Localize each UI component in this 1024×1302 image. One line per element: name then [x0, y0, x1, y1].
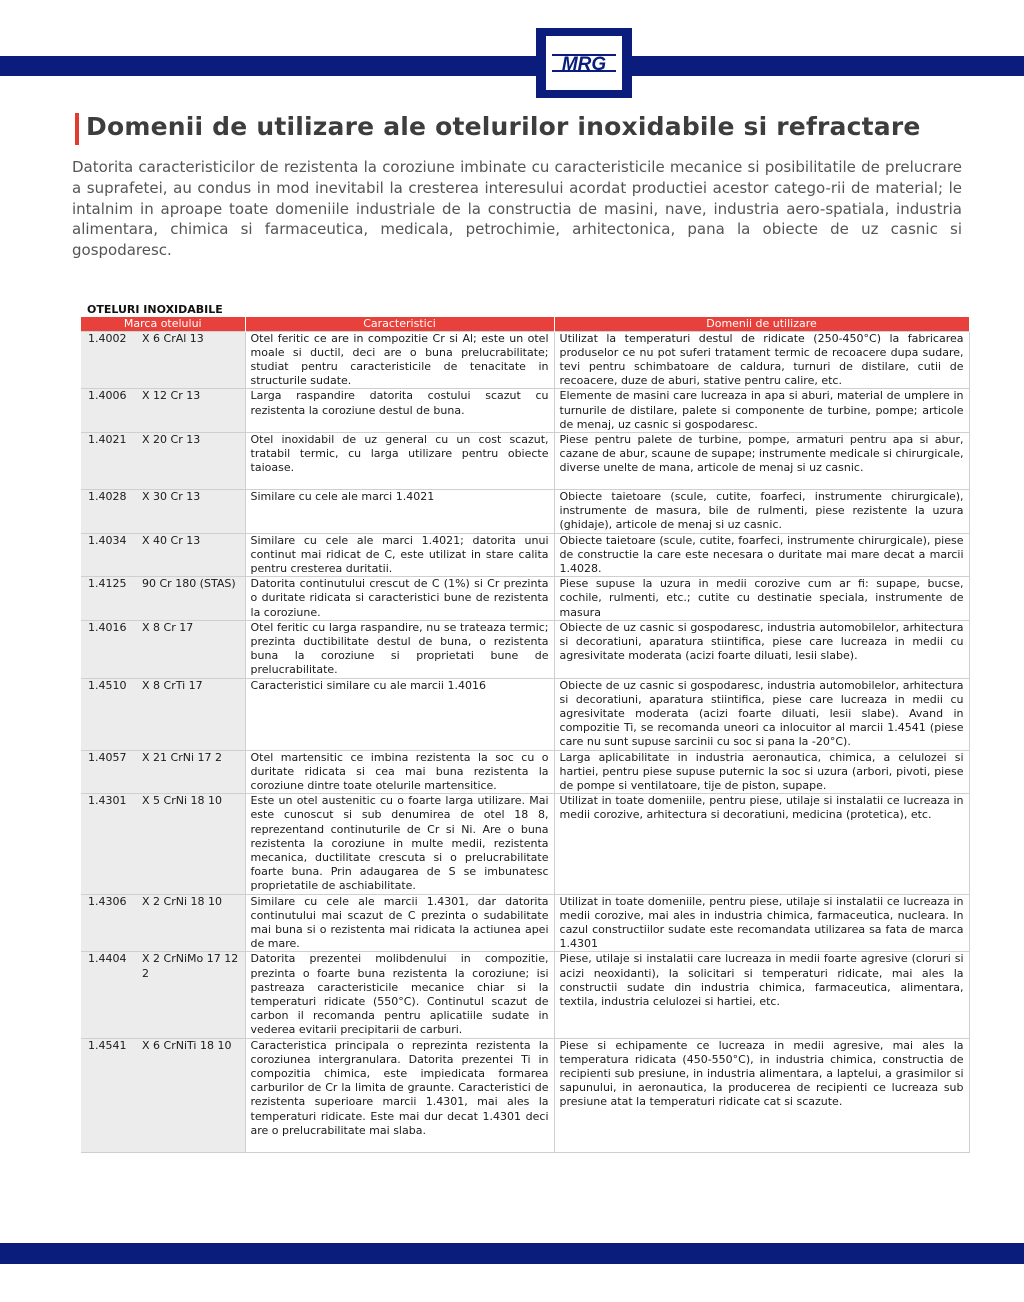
uses-cell: Obiecte de uz casnic si gospodaresc, industria automobilelor, arhitectura si decoratiuni, aparatura stiintifica, piese care lucreaza in medii cu agresivitate moderata (acizi foarte diluati, lesii slabe). — [554, 620, 969, 678]
code-cell: 1.4002 — [81, 331, 136, 389]
grade-cell: X 2 CrNiMo 17 12 2 — [136, 952, 245, 1038]
table-row — [81, 894, 969, 952]
title-accent-bar — [75, 113, 79, 145]
characteristics-cell: Otel feritic ce are in compozitie Cr si Al; este un otel moale si ductil, deci are o buna prelucrabilitate; studiat pentru caracteristicile de tenacitate in structurile sudate. — [245, 331, 554, 389]
characteristics-cell: Otel inoxidabil de uz general cu un cost scazut, tratabil termic, cu larga utilizare pentru obiecte taioase. — [245, 432, 554, 489]
code-cell: 1.4306 — [81, 894, 136, 952]
characteristics-cell: Este un otel austenitic cu o foarte larga utilizare. Mai este cunoscut si sub denumirea de otel 18 8, reprezentand continuturile de Cr si Ni. Are o buna rezistenta la coroziune in multe medii, rezistenta mecanica, ductilitate crescuta si o prelucrabilitate foarte buna. Prin adaugarea de S se imbunatesc proprietatile de aschiabilitate. — [245, 794, 554, 894]
grade-cell: X 2 CrNi 18 10 — [136, 894, 245, 952]
uses-cell: Larga aplicabilitate in industria aeronautica, chimica, a celulozei si hartiei, pentru piese supuse puternic la soc si uzura (arbori, pivoti, piese de pompe si ventilatoare, tije de piston, supape. — [554, 750, 969, 794]
table-row — [81, 533, 969, 577]
table-row — [81, 620, 969, 678]
grade-cell: X 6 CrNiTi 18 10 — [136, 1038, 245, 1152]
code-cell: 1.4034 — [81, 533, 136, 577]
code-cell: 1.4404 — [81, 952, 136, 1038]
table-row — [81, 794, 969, 894]
company-logo — [536, 28, 632, 98]
code-cell: 1.4016 — [81, 620, 136, 678]
uses-cell: Obiecte taietoare (scule, cutite, foarfeci, instrumente chirurgicale), piese de constructie la care este necesara o duritate mai mare decat a marcii 1.4028. — [554, 533, 969, 577]
uses-cell: Piese, utilaje si instalatii care lucreaza in medii foarte agresive (cloruri si acizi neoxidanti), la solicitari si temperaturi ridicate, mai ales la constructii sudate din industria chimica, farmaceutica, alimentara, textila, industria celulozei si hartiei, etc. — [554, 952, 969, 1038]
uses-cell: Piese supuse la uzura in medii corozive cum ar fi: supape, bucse, cochile, rulmenti, etc.; cutite cu destinatie speciala, instrumente de masura — [554, 577, 969, 621]
characteristics-cell: Datorita prezentei molibdenului in compozitie, prezinta o foarte buna rezistenta la coroziune; isi pastreaza caracteristicile mecanice chiar si la temperaturi ridicate (550°C). Continutul scazut de carbon il recomanda pentru aplicatiile sudate in vederea evitarii precipitarii de carburi. — [245, 952, 554, 1038]
section-label: OTELURI INOXIDABILE — [87, 303, 223, 316]
grade-cell: X 40 Cr 13 — [136, 533, 245, 577]
logo-text: MRG — [561, 54, 607, 75]
table-row — [81, 577, 969, 621]
grade-cell: X 30 Cr 13 — [136, 489, 245, 533]
code-cell: 1.4021 — [81, 432, 136, 489]
code-cell: 1.4541 — [81, 1038, 136, 1152]
table-row — [81, 678, 969, 750]
table-row — [81, 432, 969, 489]
table-row — [81, 489, 969, 533]
uses-cell: Utilizat in toate domeniile, pentru piese, utilaje si instalatii ce lucreaza in medii corozive, arhitectura si decoratiuni, medicina (protetica), etc. — [554, 794, 969, 894]
characteristics-cell: Similare cu cele ale marcii 1.4301, dar datorita continutului mai scazut de C prezinta o sudabilitate mai buna si o rezistenta mai ridicata la actiunea apei de mare. — [245, 894, 554, 952]
table-row — [81, 389, 969, 433]
uses-cell: Elemente de masini care lucreaza in apa si aburi, material de umplere in turnurile de distilare, palete si componente de turbine, pompe; articole de menaj, uz casnic si gospodaresc. — [554, 389, 969, 433]
grade-cell: X 8 Cr 17 — [136, 620, 245, 678]
table-row — [81, 1038, 969, 1152]
page-title: Domenii de utilizare ale otelurilor inoxidabile si refractare — [86, 112, 921, 141]
header-grade: Marca otelului — [81, 317, 245, 331]
uses-cell: Piese pentru palete de turbine, pompe, armaturi pentru apa si abur, cazane de abur, scaune de supape; instrumente medicale si chirurgicale, diverse unelte de mana, articole de menaj si uz casnic. — [554, 432, 969, 489]
characteristics-cell: Otel martensitic ce imbina rezistenta la soc cu o duritate ridicata si cea mai buna rezistenta la coroziune dintre toate otelurile martensitice. — [245, 750, 554, 794]
intro-paragraph: Datorita caracteristicilor de rezistenta la coroziune imbinate cu caracteristicile mecanice si posibilitatile de prelucrare a suprafetei, au condus in mod inevitabil la cresterea interesului acordat productiei acestor catego-rii de material; le intalnim in aproape toate domeniile industriale de la constructia de masini, nave, industria aero-spatiala, industria alimentara, chimica si farmaceutica, medicala, petrochimie, arhitectonica, pana la obiecte de uz casnic si gospodaresc. — [72, 158, 962, 260]
grade-cell: X 20 Cr 13 — [136, 432, 245, 489]
table-row — [81, 952, 969, 1038]
characteristics-cell: Datorita continutului crescut de C (1%) si Cr prezinta o duritate ridicata si caracteristici bune de rezistenta la coroziune. — [245, 577, 554, 621]
uses-cell: Obiecte taietoare (scule, cutite, foarfeci, instrumente chirurgicale), instrumente de masura, bile de rulmenti, piese rezistente la uzura (ghidaje), articole de menaj si uz casnic. — [554, 489, 969, 533]
characteristics-cell: Caracteristica principala o reprezinta rezistenta la coroziunea intergranulara. Datorita prezentei Ti in compozitia chimica, este impiedicata formarea carburilor de Cr la limita de graunte. Caracteristici de rezistenta superioare marcii 1.4301, mai ales la temperaturi ridicate. Este mai dur decat 1.4301 deci are o prelucrabilitate mai slaba. — [245, 1038, 554, 1152]
characteristics-cell: Otel feritic cu larga raspandire, nu se trateaza termic; prezinta ductibilitate destul de buna, o rezistenta buna la coroziune si proprietati bune de prelucrabilitate. — [245, 620, 554, 678]
grade-cell: X 8 CrTi 17 — [136, 678, 245, 750]
table-row — [81, 331, 969, 389]
characteristics-cell: Larga raspandire datorita costului scazut cu rezistenta la coroziune destul de buna. — [245, 389, 554, 433]
code-cell: 1.4057 — [81, 750, 136, 794]
characteristics-cell: Caracteristici similare cu ale marcii 1.4016 — [245, 678, 554, 750]
grade-cell: X 12 Cr 13 — [136, 389, 245, 433]
characteristics-cell: Similare cu cele ale marci 1.4021; datorita unui continut mai ridicat de C, este utilizat in stare calita pentru cresterea duritatii. — [245, 533, 554, 577]
table-row — [81, 750, 969, 794]
grade-cell: X 5 CrNi 18 10 — [136, 794, 245, 894]
mrg-logo-icon — [552, 49, 616, 77]
header-characteristics: Caracteristici — [245, 317, 554, 331]
table-header-row — [81, 317, 969, 331]
characteristics-cell: Similare cu cele ale marci 1.4021 — [245, 489, 554, 533]
header-uses: Domenii de utilizare — [554, 317, 969, 331]
uses-cell: Utilizat in toate domeniile, pentru piese, utilaje si instalatii ce lucreaza in medii corozive, mai ales in industria chimica, farmaceutica, nucleara. In cazul constructiilor sudate este recomandata utilizarea sa fata de marca 1.4301 — [554, 894, 969, 952]
steel-grades-table — [81, 317, 970, 1153]
grade-cell: X 21 CrNi 17 2 — [136, 750, 245, 794]
footer-band-bottom — [0, 1243, 1024, 1264]
code-cell: 1.4028 — [81, 489, 136, 533]
table-body — [81, 331, 969, 1152]
uses-cell: Obiecte de uz casnic si gospodaresc, industria automobilelor, arhitectura si decoratiuni, aparatura stiintifica, piese care lucreaza in medii cu agresivitate moderata (acizi foarte diluati, lesii slabe). Avand in compozitie Ti, se recomanda uneori ca inlocuitor al marcii 1.4541 (piese care nu sunt supuse sarcinii cu soc si pana la -20°C). — [554, 678, 969, 750]
code-cell: 1.4510 — [81, 678, 136, 750]
grade-cell: 90 Cr 180 (STAS) — [136, 577, 245, 621]
uses-cell: Piese si echipamente ce lucreaza in medii agresive, mai ales la temperatura ridicata (450-550°C), in industria chimica, constructia de recipienti sub presiune, in industria alimentara, a laptelui, a grasimilor si sapunului, in aeronautica, la producerea de recipienti ce lucreaza sub presiune atat la temperaturi ridicate cat si scazute. — [554, 1038, 969, 1152]
code-cell: 1.4301 — [81, 794, 136, 894]
code-cell: 1.4125 — [81, 577, 136, 621]
header-band-top — [0, 56, 1024, 76]
code-cell: 1.4006 — [81, 389, 136, 433]
uses-cell: Utilizat la temperaturi destul de ridicate (250-450°C) la fabricarea produselor ce nu pot suferi tratament termic de recoacere dupa sudare, tevi pentru schimbatoare de caldura, turnuri de distilare, cutii de recoacere, duze de aburi, stative pentru calire, etc. — [554, 331, 969, 389]
grade-cell: X 6 CrAl 13 — [136, 331, 245, 389]
